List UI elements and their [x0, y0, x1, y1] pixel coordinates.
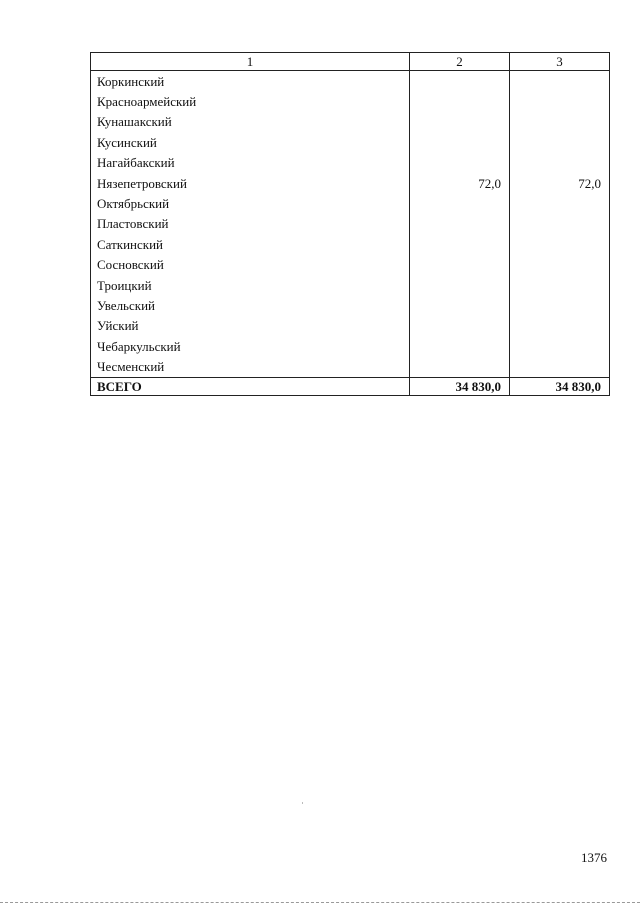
district-name: Чесменский [91, 356, 410, 377]
value-col-2 [410, 356, 510, 377]
value-col-3 [510, 91, 610, 111]
district-name: Увельский [91, 295, 410, 315]
value-col-2 [410, 255, 510, 275]
table-row [91, 275, 610, 295]
value-col-3 [510, 193, 610, 213]
table-row [91, 356, 610, 377]
value-col-2 [410, 234, 510, 254]
value-col-3 [510, 71, 610, 92]
value-col-2 [410, 316, 510, 336]
total-col-3: 34 830,0 [510, 377, 610, 395]
table-row [91, 214, 610, 234]
value-col-3 [510, 275, 610, 295]
value-col-2: 72,0 [410, 173, 510, 193]
header-row [91, 53, 610, 71]
district-name: Троицкий [91, 275, 410, 295]
table-row [91, 193, 610, 213]
total-col-2: 34 830,0 [410, 377, 510, 395]
header-col-2: 2 [410, 53, 510, 71]
total-row [91, 377, 610, 395]
value-col-2 [410, 153, 510, 173]
table-row [91, 316, 610, 336]
value-col-3 [510, 153, 610, 173]
bottom-edge-rule [0, 902, 640, 903]
value-col-3: 72,0 [510, 173, 610, 193]
value-col-3 [510, 356, 610, 377]
value-col-2 [410, 295, 510, 315]
district-name: Пластовский [91, 214, 410, 234]
value-col-3 [510, 132, 610, 152]
value-col-2 [410, 193, 510, 213]
district-name: Чебаркульский [91, 336, 410, 356]
page-number: 1376 [581, 850, 607, 865]
value-col-3 [510, 316, 610, 336]
scan-speck [302, 802, 303, 804]
district-table [90, 52, 610, 396]
total-label: ВСЕГО [91, 377, 410, 395]
value-col-2 [410, 71, 510, 92]
value-col-3 [510, 214, 610, 234]
district-name: Коркинский [91, 71, 410, 92]
value-col-3 [510, 112, 610, 132]
district-name: Уйский [91, 316, 410, 336]
table-row [91, 71, 610, 92]
value-col-2 [410, 336, 510, 356]
district-name: Красноармейский [91, 91, 410, 111]
value-col-2 [410, 91, 510, 111]
table-row [91, 91, 610, 111]
table-row [91, 295, 610, 315]
value-col-2 [410, 112, 510, 132]
value-col-2 [410, 275, 510, 295]
table-row [91, 112, 610, 132]
district-name: Сосновский [91, 255, 410, 275]
header-col-3: 3 [510, 53, 610, 71]
value-col-2 [410, 132, 510, 152]
district-name: Кусинский [91, 132, 410, 152]
district-name: Октябрьский [91, 193, 410, 213]
district-name: Саткинский [91, 234, 410, 254]
table-row [91, 336, 610, 356]
table-row [91, 173, 610, 193]
table-row [91, 153, 610, 173]
district-name: Нязепетровский [91, 173, 410, 193]
value-col-3 [510, 255, 610, 275]
table-row [91, 132, 610, 152]
table-row [91, 255, 610, 275]
table-row [91, 234, 610, 254]
value-col-3 [510, 295, 610, 315]
district-name: Нагайбакский [91, 153, 410, 173]
header-col-1: 1 [91, 53, 410, 71]
value-col-3 [510, 336, 610, 356]
value-col-3 [510, 234, 610, 254]
value-col-2 [410, 214, 510, 234]
district-name: Кунашакский [91, 112, 410, 132]
